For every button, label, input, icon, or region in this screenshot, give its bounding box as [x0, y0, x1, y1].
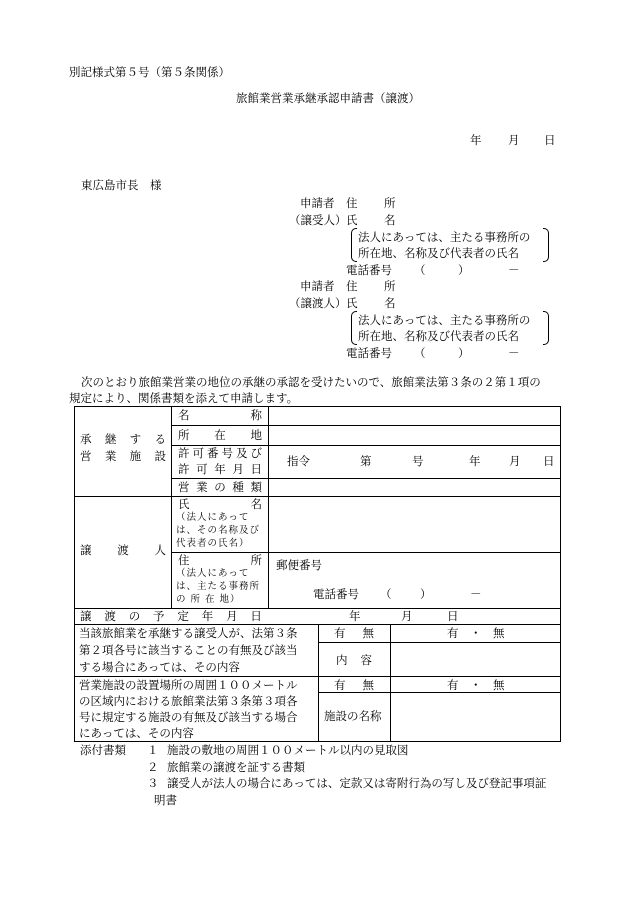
addressee: 東広島市長 様 — [81, 178, 162, 192]
right-brace — [543, 311, 549, 345]
address-label-char2: 所 — [384, 196, 396, 210]
q1-detail-label: 内 容 — [336, 653, 372, 667]
business-type-label: 営 業 の 種 類 — [178, 480, 262, 494]
q2-presence-label: 有 無 — [334, 678, 374, 692]
corporate-note-line1: 法人にあっては、主たる事務所の — [358, 230, 531, 244]
permit-day: 日 — [543, 454, 555, 468]
permit-number-prefix: 第 — [360, 454, 372, 468]
business-type-field[interactable] — [271, 480, 558, 495]
transferor-label: 譲 渡 人 — [80, 543, 166, 557]
phone-label: 電話番号 — [346, 346, 392, 360]
intro-line2: 規定により、関係書類を添えて申請します。 — [69, 391, 299, 405]
address-note-line1: （法人にあって — [176, 568, 250, 579]
transferor-address-label: 住 所 — [178, 553, 262, 567]
phone-dash: － — [508, 346, 520, 360]
name-note-line3: 代表者の氏名） — [176, 538, 250, 549]
name-label-char2: 名 — [384, 213, 396, 227]
attachment-item: 旅館業の譲渡を証する書類 — [167, 760, 305, 774]
attachment-number: ２ — [147, 760, 159, 774]
phone-dash: － — [470, 587, 482, 601]
q2-line1: 営業施設の設置場所の周囲１００メートル — [79, 678, 298, 692]
left-brace — [351, 311, 357, 345]
postal-code-label: 郵便番号 — [276, 558, 322, 572]
name-label-char2: 名 — [384, 296, 396, 310]
page-title: 旅館業営業承継承認申請書（譲渡） — [236, 91, 420, 105]
right-brace — [543, 228, 549, 262]
phone-paren-open: （ — [380, 587, 392, 601]
name-note-line1: （法人にあって — [176, 512, 250, 523]
q2-facility-name-field[interactable] — [393, 694, 558, 739]
q2-facility-name-label: 施設の名称 — [324, 709, 382, 723]
transfer-year: 年 — [349, 609, 361, 623]
phone-paren-open: （ — [414, 263, 426, 277]
transferor-name-label: 氏 名 — [178, 497, 262, 511]
q1-presence-label: 有 無 — [334, 626, 374, 640]
corporate-note-line1: 法人にあっては、主たる事務所の — [358, 313, 531, 327]
q2-line2: の区域内における旅館業法第３条第３項各 — [79, 694, 298, 708]
corporate-note-line2: 所在地、名称及び代表者の氏名 — [358, 329, 519, 343]
permit-label-line1: 許 可 番 号 及 び — [178, 446, 262, 460]
q1-presence-options[interactable]: 有 ・ 無 — [447, 626, 505, 640]
address-note-line2: は、主たる事務所 — [176, 581, 261, 592]
attachment-item: 施設の敷地の周囲１００メートル以内の見取図 — [167, 743, 409, 757]
q2-presence-options[interactable]: 有 ・ 無 — [447, 678, 505, 692]
name-label-char1: 氏 — [346, 213, 358, 227]
facility-label-line1: 承 継 す る — [80, 432, 166, 446]
applicant-role: （譲受人） — [289, 213, 347, 227]
permit-label-line2: 許 可 年 月 日 — [178, 462, 262, 476]
intro-line1: 次のとおり旅館業営業の地位の承継の承認を受けたいので、旅館業法第３条の２第１項の — [81, 375, 541, 389]
applicant-label: 申請者 — [300, 279, 335, 293]
address-label-char2: 所 — [384, 279, 396, 293]
date-year: 年 — [470, 133, 482, 147]
permit-year: 年 — [469, 454, 481, 468]
name-note-line2: は、その名称及び — [176, 525, 261, 536]
transfer-month: 月 — [401, 609, 413, 623]
name-label-char1: 氏 — [346, 296, 358, 310]
facility-location-label: 所 在 地 — [178, 428, 262, 442]
q1-line1: 当該旅館業を承継する譲受人が、法第３条 — [79, 626, 298, 640]
phone-label: 電話番号 — [313, 587, 359, 601]
address-label-char1: 住 — [346, 196, 358, 210]
transferor-name-field[interactable] — [271, 498, 558, 550]
phone-label: 電話番号 — [346, 263, 392, 277]
address-note-line3: の 所 在 地） — [176, 594, 241, 605]
q2-line4: にあっては、その内容 — [79, 726, 194, 740]
attachment-item: 譲受人が法人の場合にあっては、定款又は寄附行為の写し及び登記事項証 — [167, 776, 547, 790]
phone-paren-open: （ — [414, 346, 426, 360]
date-day: 日 — [544, 133, 556, 147]
date-month: 月 — [508, 133, 520, 147]
applicant-role: （譲渡人） — [289, 296, 347, 310]
permit-designation: 指令 — [287, 454, 310, 468]
q2-line3: 号に規定する施設の有無及び該当する場合 — [79, 710, 298, 724]
left-brace — [351, 228, 357, 262]
attachments-label: 添付書類 — [80, 743, 126, 757]
facility-name-label: 名 称 — [178, 408, 262, 422]
phone-paren-close: ） — [420, 587, 432, 601]
phone-dash: － — [508, 263, 520, 277]
applicant-label: 申請者 — [300, 196, 335, 210]
attachment-number: ３ — [147, 776, 159, 790]
transfer-date-label: 譲 渡 の 予 定 年 月 日 — [80, 609, 262, 623]
phone-paren-close: ） — [458, 263, 470, 277]
attachment-item-continuation: 明書 — [154, 793, 177, 807]
form-number: 別記様式第５号（第５条関係） — [69, 65, 230, 79]
corporate-note-line2: 所在地、名称及び代表者の氏名 — [358, 246, 519, 260]
q1-line2: 第２項各号に該当することの有無及び該当 — [79, 643, 298, 657]
transfer-day: 日 — [447, 609, 459, 623]
permit-number-suffix: 号 — [412, 454, 424, 468]
phone-paren-close: ） — [458, 346, 470, 360]
facility-name-field[interactable] — [271, 408, 558, 424]
address-label-char1: 住 — [346, 279, 358, 293]
q1-line3: する場合にあっては、その内容 — [79, 660, 240, 674]
attachment-number: １ — [147, 743, 159, 757]
permit-month: 月 — [509, 454, 521, 468]
facility-label-line2: 営 業 施 設 — [80, 449, 166, 463]
q1-detail-field[interactable] — [393, 644, 558, 674]
facility-location-field[interactable] — [271, 427, 558, 443]
